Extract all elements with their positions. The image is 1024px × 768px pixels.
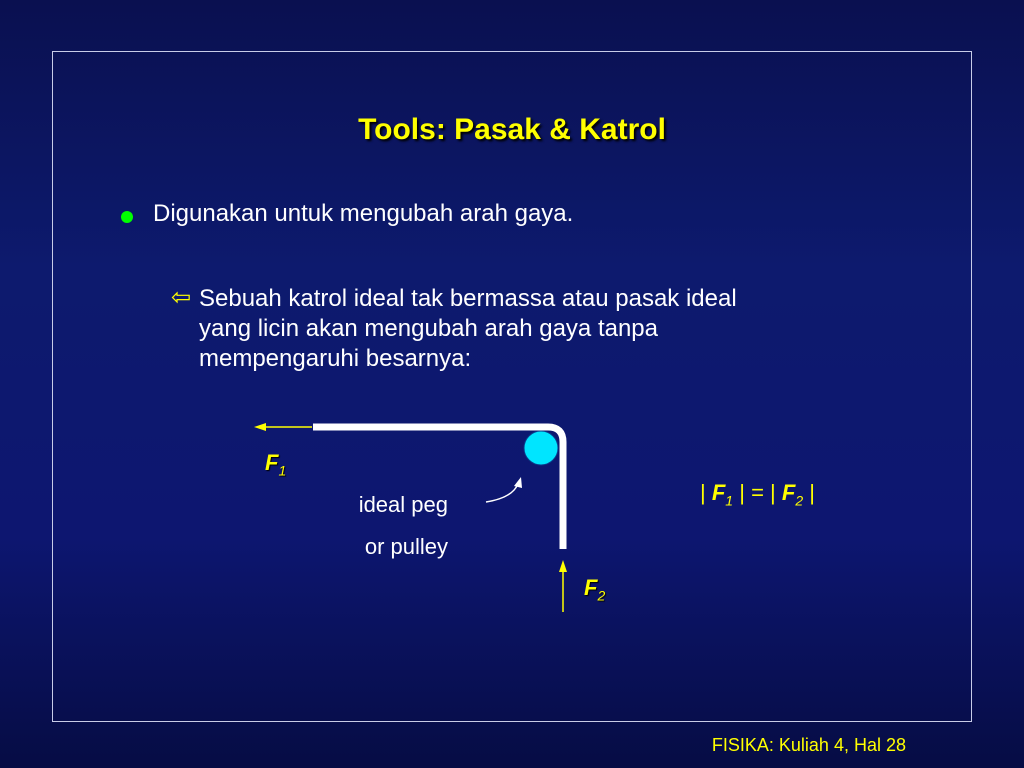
slide-title: Tools: Pasak & Katrol bbox=[358, 113, 666, 146]
f1-letter: F bbox=[265, 450, 279, 475]
bullet-text: Digunakan untuk mengubah arah gaya. bbox=[153, 200, 574, 227]
peg-label-line1: ideal peg bbox=[358, 492, 448, 517]
peg-pointer-head bbox=[514, 477, 522, 488]
magnitude-equation bbox=[700, 480, 815, 508]
eq-f2-letter: F bbox=[781, 480, 796, 505]
peg-pointer bbox=[486, 484, 518, 502]
abs-bar: | bbox=[700, 480, 706, 505]
sub-bullet-line: yang licin akan mengubah arah gaya tanpa bbox=[199, 315, 658, 342]
abs-bar: | bbox=[739, 480, 745, 505]
sub-bullet-line: mempengaruhi besarnya: bbox=[199, 345, 472, 372]
f1-label bbox=[265, 450, 286, 478]
f2-subscript: 2 bbox=[597, 587, 606, 604]
f1-subscript: 1 bbox=[278, 462, 287, 479]
f1-arrowhead bbox=[254, 423, 266, 431]
f2-letter: F bbox=[584, 575, 598, 600]
eq-f2-subscript: 2 bbox=[795, 492, 804, 509]
peg-circle bbox=[524, 431, 558, 465]
f2-arrowhead bbox=[559, 560, 567, 572]
arrow-left-icon: ⇦ bbox=[171, 284, 192, 311]
f2-label bbox=[584, 575, 605, 603]
slide-footer: FISIKA: Kuliah 4, Hal 28 bbox=[711, 735, 906, 755]
eq-f1-subscript: 1 bbox=[725, 492, 734, 509]
peg-label-line2: or pulley bbox=[364, 534, 448, 559]
equals-sign: = bbox=[751, 480, 764, 505]
abs-bar: | bbox=[809, 480, 815, 505]
abs-bar: | bbox=[770, 480, 776, 505]
sub-bullet-line: Sebuah katrol ideal tak bermassa atau pasak ideal bbox=[199, 285, 737, 312]
eq-f1-letter: F bbox=[711, 480, 726, 505]
